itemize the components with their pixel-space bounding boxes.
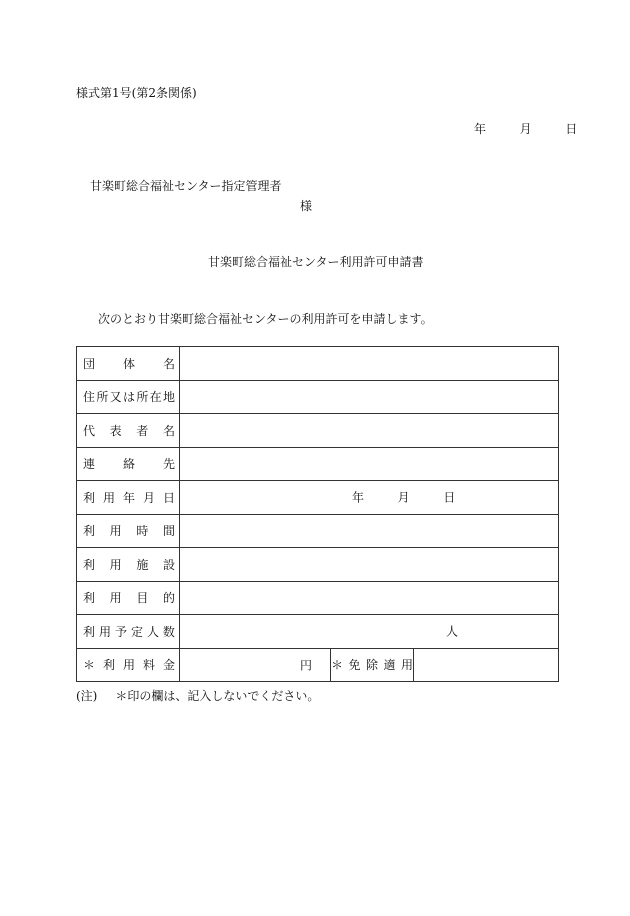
label-text	[83, 623, 175, 640]
use-date-day: 日	[443, 490, 456, 505]
row-label	[77, 548, 180, 582]
label-char: 代	[83, 423, 96, 438]
label-char: 月	[142, 490, 155, 505]
people-count-field[interactable]	[180, 615, 559, 649]
label-char: 年	[122, 490, 135, 505]
label-char: 利	[83, 557, 96, 572]
table-row-contact	[77, 447, 559, 481]
label-char: 目	[136, 591, 149, 606]
note-text: ＊印の欄は、記入しないでください。	[115, 689, 320, 703]
label-char: 適	[383, 658, 396, 673]
label-char: 所	[136, 390, 149, 405]
table-row-use-date	[77, 481, 559, 515]
exempt-label	[331, 648, 414, 682]
note	[76, 690, 319, 702]
table-row-fee	[77, 648, 559, 682]
fee-field[interactable]	[180, 648, 331, 682]
row-label	[77, 481, 180, 515]
label-char: 間	[162, 524, 175, 539]
label-text	[83, 522, 175, 539]
label-char: 用	[109, 524, 122, 539]
label-text	[83, 489, 175, 506]
group-name-field[interactable]	[180, 347, 559, 381]
label-text	[83, 556, 175, 573]
label-text	[83, 589, 175, 606]
row-label	[77, 581, 180, 615]
application-table	[76, 346, 559, 682]
label-char: 所	[96, 390, 109, 405]
label-char: 名	[162, 423, 175, 438]
label-text	[83, 422, 175, 439]
label-char: ＊	[83, 658, 96, 673]
facility-field[interactable]	[180, 548, 559, 582]
label-char: 利	[83, 490, 96, 505]
row-label	[77, 380, 180, 414]
label-text	[331, 656, 413, 673]
table-row-use-time	[77, 514, 559, 548]
label-char: 絡	[122, 457, 135, 472]
label-char: 利	[83, 624, 96, 639]
date-line	[474, 123, 577, 135]
table-row-group-name	[77, 347, 559, 381]
label-char: は	[122, 390, 135, 405]
contact-field[interactable]	[180, 447, 559, 481]
label-char: 定	[130, 624, 143, 639]
label-char: 数	[162, 624, 175, 639]
label-char: 用	[400, 658, 413, 673]
label-text	[83, 455, 175, 472]
row-label	[77, 347, 180, 381]
table-row-purpose	[77, 581, 559, 615]
label-char: 予	[114, 624, 127, 639]
label-char: 日	[162, 490, 175, 505]
table-row-address	[77, 380, 559, 414]
label-char: 又	[109, 390, 122, 405]
label-text	[83, 388, 175, 405]
intro-text: 次のとおり甘楽町総合福祉センターの利用許可を申請します。	[98, 312, 433, 326]
label-text	[83, 656, 175, 673]
row-label	[77, 414, 180, 448]
label-char: 利	[83, 591, 96, 606]
label-char: 団	[83, 356, 96, 371]
label-char: 時	[136, 524, 149, 539]
label-char: 的	[162, 591, 175, 606]
label-char: 用	[122, 658, 135, 673]
label-char: 免	[348, 658, 361, 673]
label-char: 用	[109, 591, 122, 606]
label-char: 名	[162, 356, 175, 371]
label-char: 料	[142, 658, 155, 673]
use-date-units	[352, 489, 455, 506]
label-char: 金	[162, 658, 175, 673]
row-label	[77, 447, 180, 481]
label-char: 設	[162, 557, 175, 572]
date-day: 日	[565, 122, 578, 136]
label-char: 用	[109, 557, 122, 572]
label-char: 連	[83, 457, 96, 472]
label-char: 人	[146, 624, 159, 639]
fee-unit: 円	[299, 658, 312, 673]
addressee: 甘楽町総合福祉センター指定管理者	[90, 179, 282, 193]
label-char: 地	[162, 390, 175, 405]
row-label	[77, 615, 180, 649]
label-char: ＊	[331, 658, 344, 673]
label-char: 施	[136, 557, 149, 572]
purpose-field[interactable]	[180, 581, 559, 615]
label-char: 用	[98, 624, 111, 639]
label-char: 利	[102, 658, 115, 673]
date-year: 年	[474, 122, 487, 136]
form-title: 甘楽町総合福祉センター利用許可申請書	[208, 255, 424, 269]
use-time-field[interactable]	[180, 514, 559, 548]
table-row-facility	[77, 548, 559, 582]
representative-field[interactable]	[180, 414, 559, 448]
people-unit: 人	[446, 624, 459, 639]
label-char: 先	[162, 457, 175, 472]
note-prefix: (注)	[76, 689, 98, 703]
use-date-field[interactable]	[180, 481, 559, 515]
table-row-people	[77, 615, 559, 649]
fee-label	[77, 648, 180, 682]
label-char: 利	[83, 524, 96, 539]
label-char: 住	[83, 390, 96, 405]
table-row-representative	[77, 414, 559, 448]
label-char: 体	[122, 356, 135, 371]
row-label	[77, 514, 180, 548]
address-field[interactable]	[180, 380, 559, 414]
use-date-month: 月	[397, 490, 410, 505]
form-number: 様式第1号(第2条関係)	[76, 86, 197, 100]
honorific: 様	[300, 199, 313, 213]
label-char: 用	[102, 490, 115, 505]
label-text	[83, 355, 175, 372]
exempt-field[interactable]	[414, 648, 559, 682]
label-char: 者	[136, 423, 149, 438]
label-char: 在	[149, 390, 162, 405]
label-char: 表	[109, 423, 122, 438]
date-month: 月	[519, 122, 532, 136]
use-date-year: 年	[352, 490, 365, 505]
label-char: 除	[365, 658, 378, 673]
